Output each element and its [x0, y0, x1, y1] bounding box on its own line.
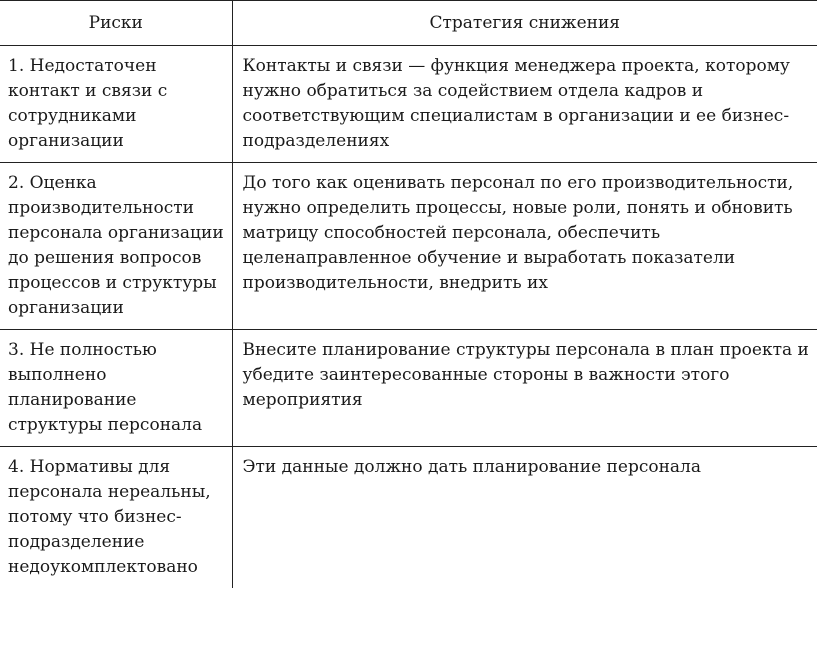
strategy-cell: Эти данные должно дать планирование персонала — [242, 457, 701, 477]
strategy-cell: Внесите планирование структуры персонала в план проекта и убедите заинтересованные стороны в важности этого мероприятия — [232, 330, 817, 447]
table-row — [0, 163, 817, 330]
header-strategy: Стратегия снижения — [232, 1, 817, 46]
strategy-cell: До того как оценивать персонал по его производительности, нужно определить процессы, новые роли, понять и обновить матрицу способностей персонала, обеспечить целенаправленное обучение и выработать показатели производительности, внедрить их — [232, 163, 817, 330]
risk-cell: 2. Оценка производительности персонала организации до решения вопросов процессов и структуры организации — [0, 163, 232, 330]
risk-cell: 4. Нормативы для персонала нереальны, потому что бизнес-подразделение недоукомплектовано — [0, 447, 232, 589]
header-risks: Риски — [0, 1, 232, 46]
table-header-row — [0, 1, 817, 46]
table-row — [0, 447, 817, 589]
risk-cell: 3. Не полностью выполнено планирование структуры персонала — [0, 330, 232, 447]
strategy-cell: Контакты и связи — функция менеджера проекта, которому нужно обратиться за содействием отдела кадров и соответствующим специалистам в организации и ее бизнес-подразделениях — [232, 46, 817, 163]
risk-cell: 1. Недостаточен контакт и связи с сотрудниками организации — [0, 46, 232, 163]
table-row — [0, 46, 817, 163]
table-row — [0, 330, 817, 447]
